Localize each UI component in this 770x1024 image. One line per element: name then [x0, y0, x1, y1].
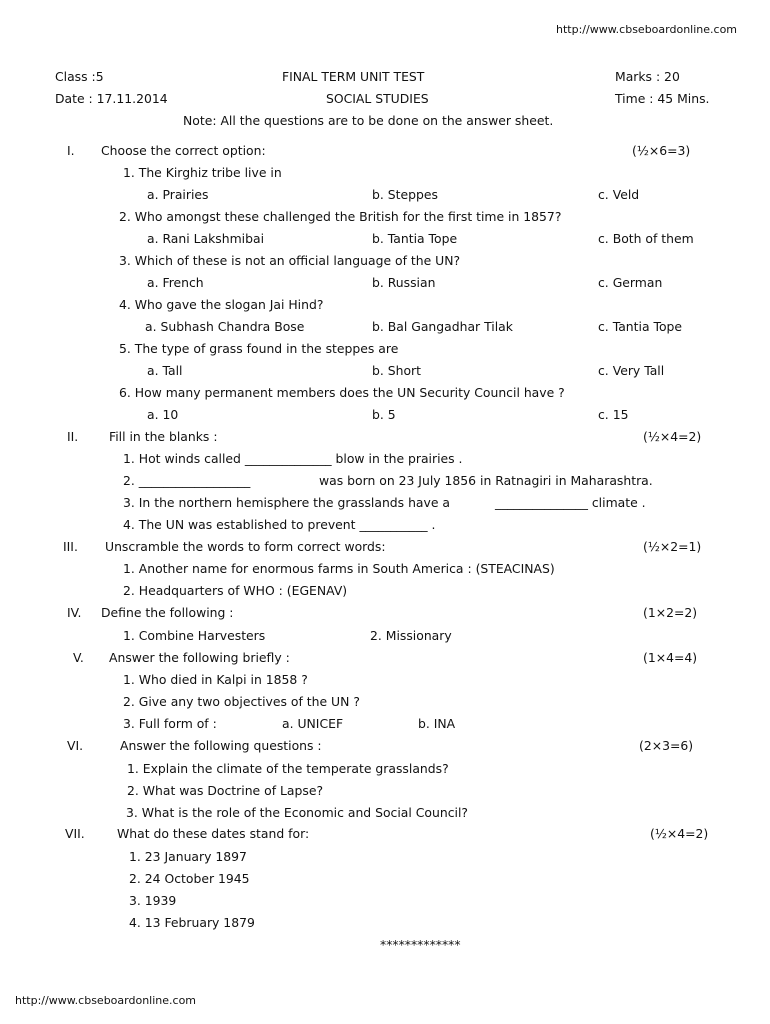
- question: 1. Who died in Kalpi in 1858 ?: [123, 672, 308, 687]
- section-marks: (½×4=2): [650, 826, 709, 841]
- section-number: III.: [63, 539, 78, 554]
- question: 4. Who gave the slogan Jai Hind?: [119, 297, 324, 312]
- option: b. INA: [418, 716, 456, 731]
- question: 2. 24 October 1945: [129, 871, 250, 886]
- question: 4. The UN was established to prevent ___________ .: [123, 517, 436, 532]
- section-number: VI.: [67, 738, 84, 753]
- option: a. French: [147, 275, 204, 290]
- question: 3. 1939: [129, 893, 177, 908]
- option: b. Tantia Tope: [372, 231, 458, 246]
- question-text: was born on 23 July 1856 in Ratnagiri in Maharashtra.: [319, 473, 653, 488]
- section-title: Answer the following briefly :: [109, 650, 290, 665]
- section-number: V.: [73, 650, 84, 665]
- footer-url: http://www.cbseboardonline.com: [15, 994, 197, 1007]
- exam-title: FINAL TERM UNIT TEST: [282, 69, 425, 84]
- option: c. Tantia Tope: [598, 319, 683, 334]
- section-marks: (½×4=2): [643, 429, 702, 444]
- question: 1. Combine Harvesters: [123, 628, 266, 643]
- question: 2. Headquarters of WHO : (EGENAV): [123, 583, 348, 598]
- note: Note: All the questions are to be done on the answer sheet.: [183, 113, 554, 128]
- section-title: Define the following :: [101, 605, 234, 620]
- option: a. 10: [147, 407, 179, 422]
- section-marks: (½×2=1): [643, 539, 702, 554]
- option: b. Short: [372, 363, 421, 378]
- question-text: _______________ climate .: [495, 495, 646, 510]
- question: 6. How many permanent members does the UN Security Council have ?: [119, 385, 565, 400]
- option: b. Bal Gangadhar Tilak: [372, 319, 513, 334]
- section-marks: (½×6=3): [632, 143, 691, 158]
- section-number: I.: [67, 143, 75, 158]
- section-title: Choose the correct option:: [101, 143, 266, 158]
- question: 3. What is the role of the Economic and Social Council?: [126, 805, 468, 820]
- option: a. Prairies: [147, 187, 209, 202]
- question: 2. Who amongst these challenged the British for the first time in 1857?: [119, 209, 562, 224]
- option: c. Veld: [598, 187, 640, 202]
- option: c. Very Tall: [598, 363, 665, 378]
- question: 3. In the northern hemisphere the grasslands have a: [123, 495, 450, 510]
- option: c. 15: [598, 407, 629, 422]
- end-mark: *************: [380, 937, 461, 952]
- section-title: What do these dates stand for:: [117, 826, 310, 841]
- question: 1. Another name for enormous farms in South America : (STEACINAS): [123, 561, 555, 576]
- header-url: http://www.cbseboardonline.com: [556, 23, 738, 36]
- option: a. Tall: [147, 363, 183, 378]
- section-title: Fill in the blanks :: [109, 429, 218, 444]
- question: 1. Hot winds called ______________ blow in the prairies .: [123, 451, 463, 466]
- section-marks: (2×3=6): [639, 738, 694, 753]
- option: c. German: [598, 275, 663, 290]
- class-label: Class :5: [55, 69, 104, 84]
- section-marks: (1×2=2): [643, 605, 698, 620]
- question: 2. Missionary: [370, 628, 452, 643]
- option: a. Rani Lakshmibai: [147, 231, 265, 246]
- option: a. Subhash Chandra Bose: [145, 319, 305, 334]
- section-marks: (1×4=4): [643, 650, 698, 665]
- question: 4. 13 February 1879: [129, 915, 255, 930]
- time-label: Time : 45 Mins.: [615, 91, 710, 106]
- section-number: VII.: [65, 826, 85, 841]
- question: 2. What was Doctrine of Lapse?: [127, 783, 324, 798]
- question: 2. Give any two objectives of the UN ?: [123, 694, 360, 709]
- question: 3. Which of these is not an official language of the UN?: [119, 253, 461, 268]
- question: 1. Explain the climate of the temperate grasslands?: [127, 761, 449, 776]
- option: b. Russian: [372, 275, 436, 290]
- option: b. 5: [372, 407, 396, 422]
- subject-label: SOCIAL STUDIES: [326, 91, 429, 106]
- question: 3. Full form of :: [123, 716, 217, 731]
- question: 1. The Kirghiz tribe live in: [123, 165, 282, 180]
- section-number: IV.: [67, 605, 82, 620]
- option: a. UNICEF: [282, 716, 344, 731]
- date-label: Date : 17.11.2014: [55, 91, 168, 106]
- marks-label: Marks : 20: [615, 69, 680, 84]
- option: b. Steppes: [372, 187, 438, 202]
- section-number: II.: [67, 429, 79, 444]
- question: 1. 23 January 1897: [129, 849, 247, 864]
- question: 2. __________________: [123, 473, 251, 488]
- section-title: Answer the following questions :: [120, 738, 322, 753]
- option: c. Both of them: [598, 231, 694, 246]
- section-title: Unscramble the words to form correct words:: [105, 539, 386, 554]
- question: 5. The type of grass found in the steppes are: [119, 341, 399, 356]
